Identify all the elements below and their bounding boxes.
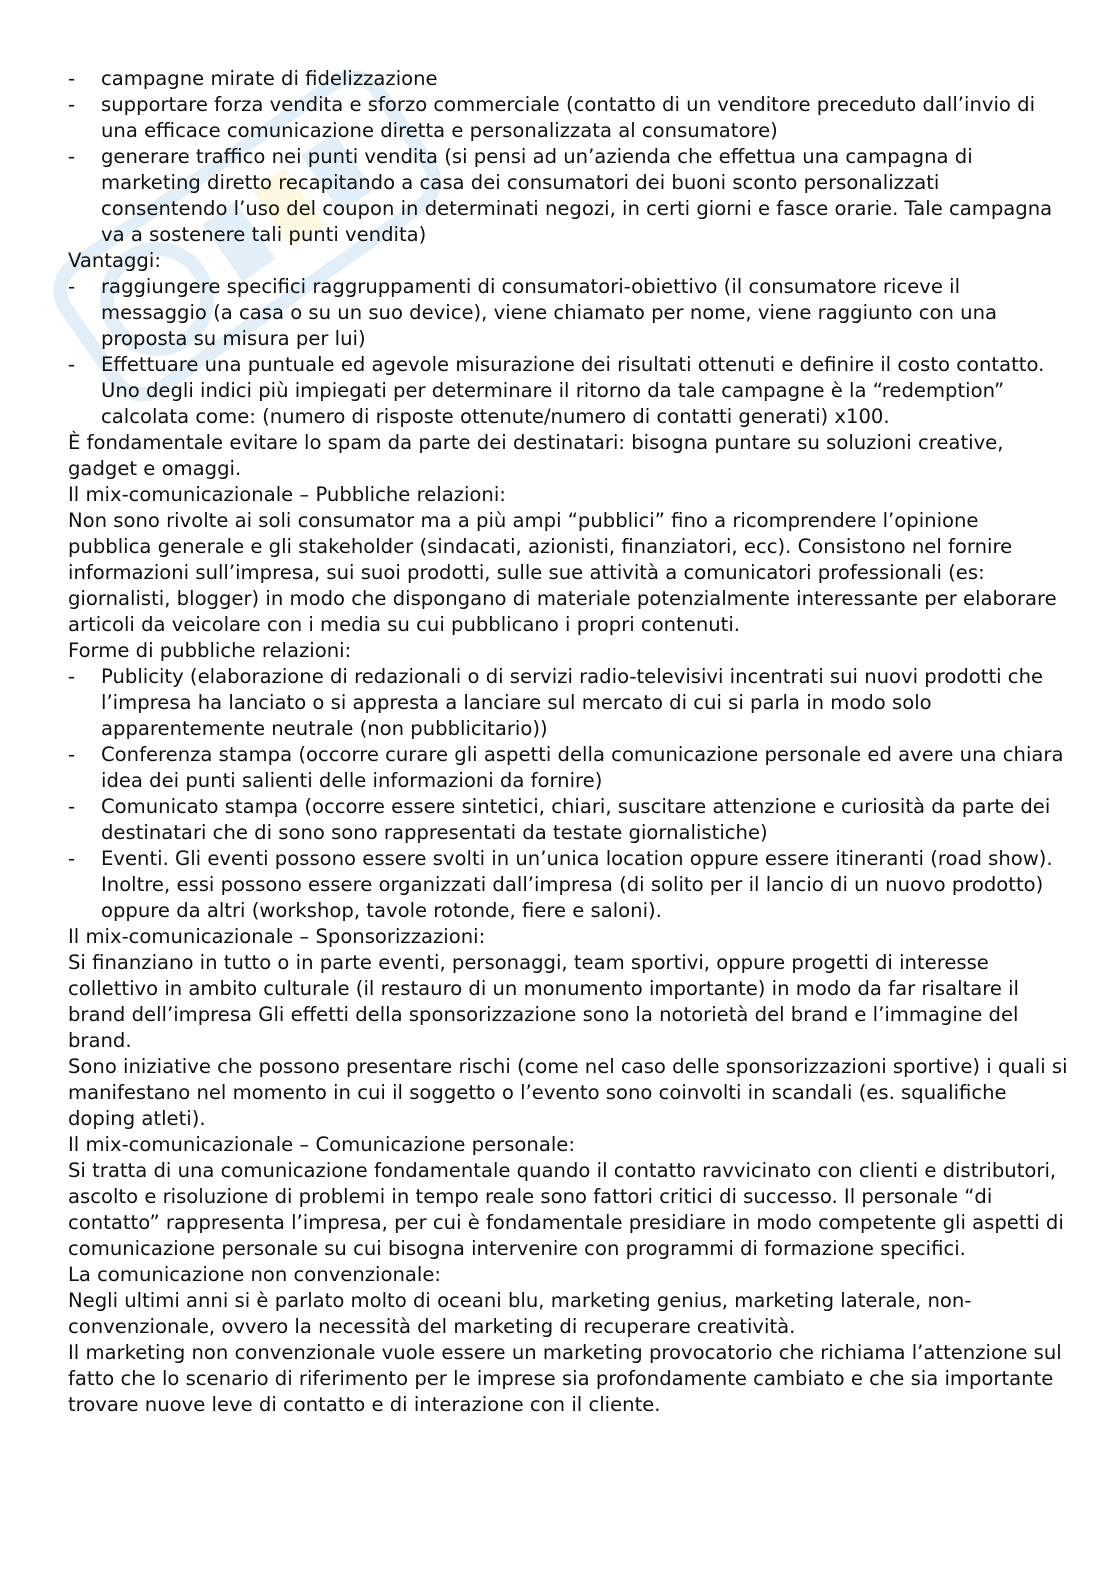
paragraph: Il marketing non convenzionale vuole essere un marketing provocatorio che richiama l’attenzione sul fatto che lo scenario di riferimento per le imprese sia profondamente cambiato e che sia importante trovare nuove leve di contatto e di interazione con il cliente. bbox=[68, 1341, 1062, 1416]
list-item: - campagne mirate di fidelizzazione bbox=[68, 67, 438, 90]
list-item: - generare traffico nei punti vendita (si pensi ad un’azienda che effettua una campagna di marketing diretto recapitando a casa dei consumatori dei buoni sconto personalizzati consentendo l’uso del coupon in determinati negozi, in certi giorni e fasce orarie. Tale campagna va a sostenere tali punti vendita) bbox=[68, 145, 1053, 246]
paragraph: Negli ultimi anni si è parlato molto di oceani blu, marketing genius, marketing laterale, non-convenzionale, ovvero la necessità del marketing di recuperare creatività. bbox=[68, 1289, 972, 1338]
list-item: - Publicity (elaborazione di redazionali o di servizi radio-televisivi incentrati sui nuovi prodotti che l’impresa ha lanciato o si appresta a lanciare sul mercato di cui si parla in modo solo apparentemente neutrale (non pubblicitario)) bbox=[68, 665, 1044, 740]
section-heading: La comunicazione non convenzionale: bbox=[68, 1263, 442, 1286]
list-item: - Eventi. Gli eventi possono essere svolti in un’unica location oppure essere itineranti (road show). Inoltre, essi possono essere organizzati dall’impresa (di solito per il lancio di un nuovo prodotto) oppure da altri (workshop, tavole rotonde, fiere e saloni). bbox=[68, 847, 1053, 922]
list-item: - Conferenza stampa (occorre curare gli aspetti della comunicazione personale ed avere una chiara idea dei punti salienti delle informazioni da fornire) bbox=[68, 743, 1064, 792]
list-item: - Comunicato stampa (occorre essere sintetici, chiari, suscitare attenzione e curiosità da parte dei destinatari che di sono sono rappresentati da testate giornalistiche) bbox=[68, 795, 1051, 844]
paragraph: Vantaggi: bbox=[68, 249, 161, 272]
paragraph: Si finanziano in tutto o in parte eventi, personaggi, team sportivi, oppure progetti di interesse collettivo in ambito culturale (il restauro di un monumento importante) in modo da far risaltare il brand dell’impresa Gli effetti della sponsorizzazione sono la notorietà del brand e l’immagine del brand. bbox=[68, 951, 1020, 1052]
list-item: - supportare forza vendita e sforzo commerciale (contatto di un venditore preceduto dall’invio di una efficace comunicazione diretta e personalizzata al consumatore) bbox=[68, 93, 1036, 142]
list-item: - Effettuare una puntuale ed agevole misurazione dei risultati ottenuti e definire il costo contatto. Uno degli indici più impiegati per determinare il ritorno da tale campagne è la “redemption” calcolata come: (numero di risposte ottenute/numero di contatti generati) x100. bbox=[68, 353, 1045, 428]
section-heading: Il mix-comunicazionale – Sponsorizzazioni: bbox=[68, 925, 486, 948]
paragraph: Sono iniziative che possono presentare rischi (come nel caso delle sponsorizzazioni sportive) i quali si manifestano nel momento in cui il soggetto o l’evento sono coinvolti in scandali (es. squalifiche doping atleti). bbox=[68, 1055, 1068, 1130]
paragraph: È fondamentale evitare lo spam da parte dei destinatari: bisogna puntare su soluzioni creative, gadget e omaggi. bbox=[68, 431, 1004, 480]
paragraph: Non sono rivolte ai soli consumator ma a più ampi “pubblici” fino a ricomprendere l’opinione pubblica generale e gli stakeholder (sindacati, azionisti, finanziatori, ecc). Consistono nel fornire informazioni sull’impresa, sui suoi prodotti, sulle sue attività a comunicatori professionali (es: giornalisti, blogger) in modo che dispongano di materiale potenzialmente interessante per elaborare articoli da veicolare con i media su cui pubblicano i propri contenuti. bbox=[68, 509, 1057, 636]
paragraph: Si tratta di una comunicazione fondamentale quando il contatto ravvicinato con clienti e distributori, ascolto e risoluzione di problemi in tempo reale sono fattori critici di successo. Il personale “di contatto” rappresenta l’impresa, per cui è fondamentale presidiare in modo competente gli aspetti di comunicazione personale su cui bisogna intervenire con programmi di formazione specifici. bbox=[68, 1159, 1064, 1260]
document-body bbox=[68, 66, 1068, 1418]
section-heading: Il mix-comunicazionale – Comunicazione personale: bbox=[68, 1133, 575, 1156]
section-heading: Forme di pubbliche relazioni: bbox=[68, 639, 352, 662]
list-item: - raggiungere specifici raggruppamenti di consumatori-obiettivo (il consumatore riceve il messaggio (a casa o su un suo device), viene chiamato per nome, viene raggiunto con una proposta su misura per lui) bbox=[68, 275, 998, 350]
section-heading: Il mix-comunicazionale – Pubbliche relazioni: bbox=[68, 483, 506, 506]
